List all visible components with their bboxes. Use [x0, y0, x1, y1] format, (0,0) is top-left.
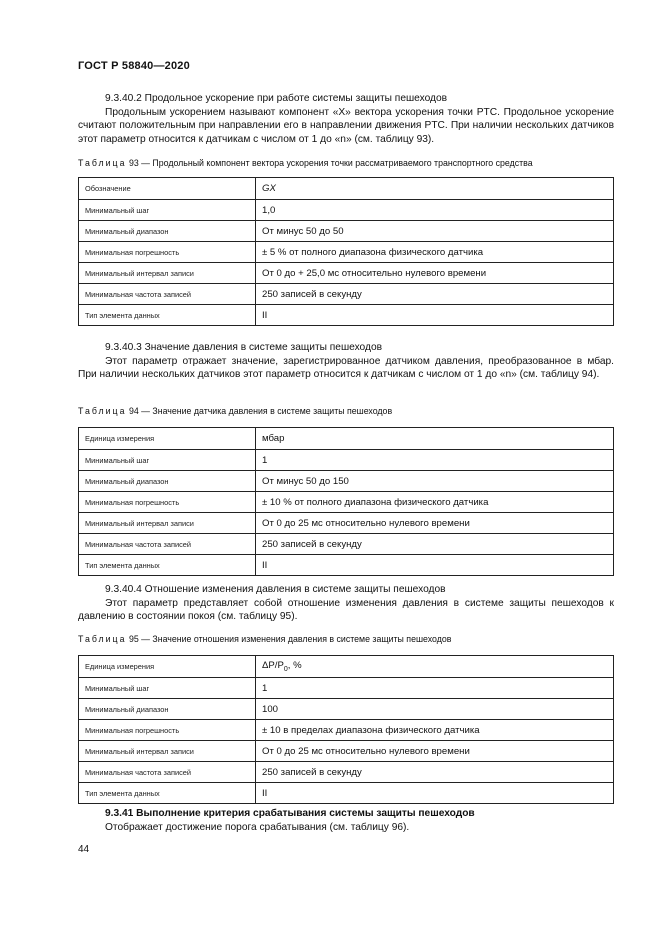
unit-subscript: 0 [283, 665, 288, 673]
row-value: ± 10 в пределах диапазона физического датчика [256, 720, 614, 741]
table-93 [78, 177, 614, 326]
section-body: Этот параметр представляет собой отношение изменения давления в системе защиты пешеходов к давлению в состоянии покоя (см. таблицу 95). [78, 597, 614, 623]
row-value: ± 10 % от полного диапазона физического датчика [256, 492, 614, 513]
unit-tail: , % [287, 660, 302, 672]
section-title: 9.3.40.3 Значение давления в системе защиты пешеходов [105, 342, 383, 353]
unit-main: ΔP/P [262, 660, 284, 672]
document-header: ГОСТ Р 58840—2020 [78, 60, 190, 72]
section-body: Этот параметр отражает значение, зарегистрированное датчиком давления, преобразованное в мбар. При наличии нескольких датчиков этот параметр относится к датчикам с числом от 1 до «n» (см. таблицу 94). [78, 355, 614, 381]
table-row [79, 678, 614, 699]
row-label: Минимальный интервал записи [79, 741, 256, 762]
table-title: 95 — Значение отношения изменения давления в системе защиты пешеходов [126, 634, 452, 644]
table-95 [78, 655, 614, 804]
row-value: 1 [256, 678, 614, 699]
table-95-caption [78, 634, 451, 644]
section-title: 9.3.41 Выполнение критерия срабатывания системы защиты пешеходов [105, 808, 475, 819]
table-93-caption [78, 158, 533, 168]
row-label: Минимальный шаг [79, 200, 256, 221]
row-value: 100 [256, 699, 614, 720]
table-row [79, 783, 614, 804]
table-row [79, 200, 614, 221]
row-label: Минимальная частота записей [79, 762, 256, 783]
table-94 [78, 427, 614, 576]
row-label: Минимальная погрешность [79, 242, 256, 263]
row-label: Тип элемента данных [79, 305, 256, 326]
row-label: Обозначение [79, 178, 256, 200]
table-row [79, 513, 614, 534]
row-label: Минимальный шаг [79, 678, 256, 699]
section-9-3-40-3 [78, 341, 614, 382]
row-label: Минимальный диапазон [79, 471, 256, 492]
section-9-3-41 [78, 807, 614, 834]
row-value: От 0 до + 25,0 мс относительно нулевого времени [256, 263, 614, 284]
row-label: Минимальная погрешность [79, 492, 256, 513]
row-value: 250 записей в секунду [256, 284, 614, 305]
table-label: Таблица [78, 158, 127, 168]
table-row [79, 656, 614, 678]
row-value: GX [256, 178, 614, 200]
table-label: Таблица [78, 406, 127, 416]
row-label: Минимальный диапазон [79, 699, 256, 720]
row-value: II [256, 305, 614, 326]
table-row [79, 492, 614, 513]
row-value: ± 5 % от полного диапазона физического датчика [256, 242, 614, 263]
table-row [79, 242, 614, 263]
row-value: От минус 50 до 50 [256, 221, 614, 242]
row-label: Минимальный интервал записи [79, 263, 256, 284]
row-label: Минимальный шаг [79, 450, 256, 471]
table-row [79, 534, 614, 555]
row-value: 250 записей в секунду [256, 762, 614, 783]
section-title: 9.3.40.2 Продольное ускорение при работе системы защиты пешеходов [105, 93, 448, 104]
row-value: 1,0 [256, 200, 614, 221]
row-label: Минимальный диапазон [79, 221, 256, 242]
section-9-3-40-2 [78, 92, 614, 146]
row-label: Минимальный интервал записи [79, 513, 256, 534]
row-value: От 0 до 25 мс относительно нулевого времени [256, 741, 614, 762]
row-value: От 0 до 25 мс относительно нулевого времени [256, 513, 614, 534]
section-9-3-40-4 [78, 583, 614, 624]
table-row [79, 762, 614, 783]
table-row [79, 221, 614, 242]
table-row [79, 699, 614, 720]
table-label: Таблица [78, 634, 127, 644]
table-94-caption [78, 406, 392, 416]
table-row [79, 555, 614, 576]
table-row [79, 263, 614, 284]
section-body: Отображает достижение порога срабатывания (см. таблицу 96). [105, 821, 410, 833]
table-row [79, 284, 614, 305]
row-label: Тип элемента данных [79, 783, 256, 804]
row-value: II [256, 783, 614, 804]
section-body: Продольным ускорением называют компонент «X» вектора ускорения точки PTC. Продольное ускорение считают положительным при направлении его в направлении движения PTC. При наличии нескольких датчиков этот параметр относится к датчикам с числом от 1 до «n» (см. таблицу 93). [78, 106, 614, 145]
row-label: Минимальная погрешность [79, 720, 256, 741]
row-value: II [256, 555, 614, 576]
table-row [79, 178, 614, 200]
section-title: 9.3.40.4 Отношение изменения давления в системе защиты пешеходов [105, 584, 446, 595]
row-value: 250 записей в секунду [256, 534, 614, 555]
row-value: От минус 50 до 150 [256, 471, 614, 492]
row-label: Тип элемента данных [79, 555, 256, 576]
table-title: 93 — Продольный компонент вектора ускорения точки рассматриваемого транспортного средства [126, 158, 533, 168]
row-label: Минимальная частота записей [79, 284, 256, 305]
row-label: Минимальная частота записей [79, 534, 256, 555]
table-row [79, 305, 614, 326]
table-row [79, 428, 614, 450]
row-value: мбар [256, 428, 614, 450]
row-label: Единица измерения [79, 656, 256, 678]
table-row [79, 720, 614, 741]
row-value: 1 [256, 450, 614, 471]
table-row [79, 741, 614, 762]
row-label: Единица измерения [79, 428, 256, 450]
row-value [256, 656, 614, 678]
page-number: 44 [78, 844, 90, 855]
table-row [79, 471, 614, 492]
table-row [79, 450, 614, 471]
table-title: 94 — Значение датчика давления в системе защиты пешеходов [126, 406, 393, 416]
